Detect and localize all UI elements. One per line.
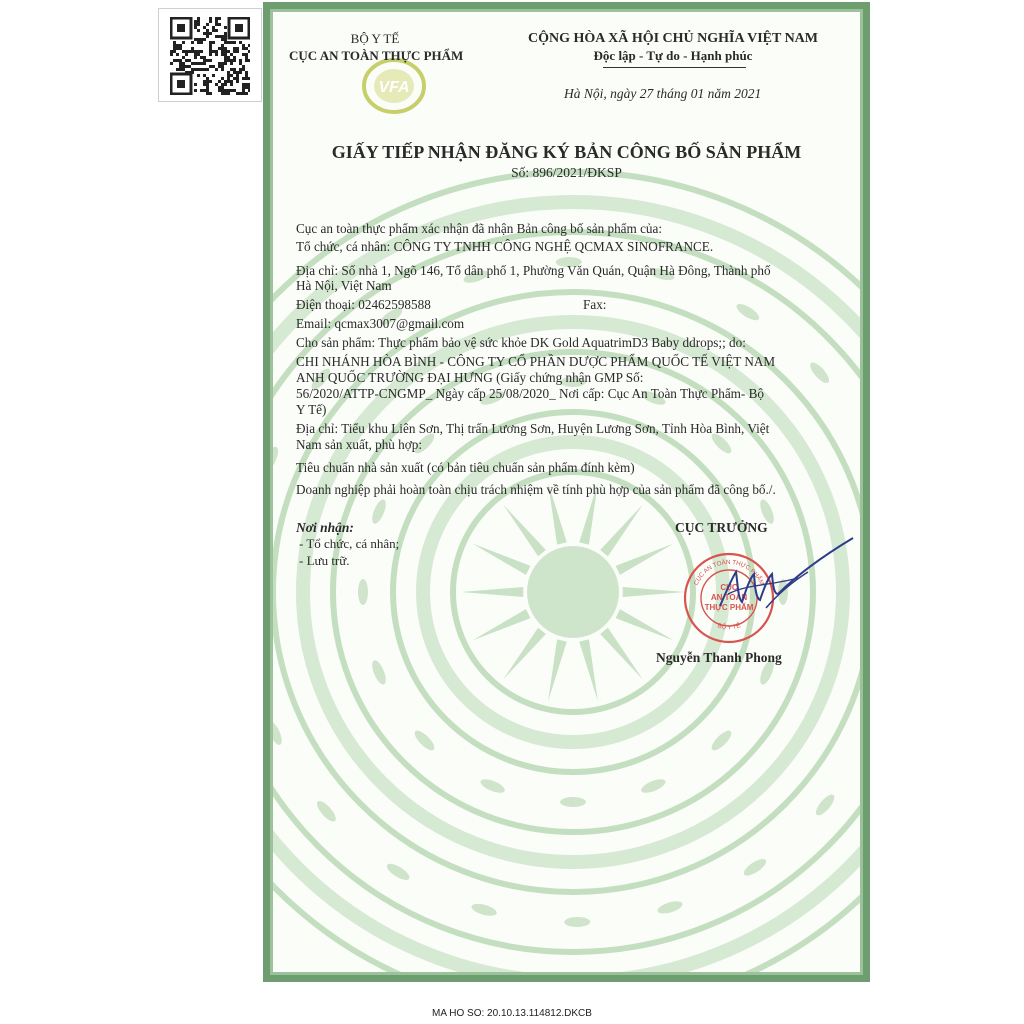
date-line: Hà Nội, ngày 27 tháng 01 năm 2021 (564, 86, 762, 101)
body-line-product: Cho sản phẩm: Thực phẩm bảo vệ sức khỏe DK Gold AquatrimD3 Baby ddrops;; do: (296, 335, 746, 350)
body-line-email: Email: qcmax3007@gmail.com (296, 316, 465, 331)
qr-code-icon (170, 17, 250, 95)
department-name: CỤC AN TOÀN THỰC PHẨM (289, 48, 464, 63)
body-line-responsibility: Doanh nghiệp phải hoàn toàn chịu trách nhiệm về tính phù hợp của sản phẩm đã công bố./. (296, 482, 776, 497)
recipient-item: - Tổ chức, cá nhân; (299, 536, 400, 551)
stamp-inner-text: THỰC PHẨM (704, 603, 754, 612)
body-line-fax: Fax: (583, 297, 607, 312)
body-line-maker-3: 56/2020/ATTP-CNGMP_ Ngày cấp 25/08/2020_ Nơi cấp: Cục An Toàn Thực Phẩm- Bộ (296, 386, 765, 401)
body-line-address-2: Hà Nội, Việt Nam (296, 278, 392, 293)
recipients-title: Nơi nhận: (296, 520, 354, 535)
stamp-inner-text: CỤC (720, 583, 738, 592)
body-line-address-1: Địa chỉ: Số nhà 1, Ngõ 146, Tổ dân phố 1, Phường Văn Quán, Quận Hà Đông, Thành phố (296, 263, 771, 278)
body-line-maker-1: CHI NHÁNH HÒA BÌNH - CÔNG TY CỔ PHẦN DƯỢC PHẨM QUỐC TẾ VIỆT NAM (296, 354, 776, 369)
document-number: Số: 896/2021/ĐKSP (511, 165, 622, 180)
motto: Độc lập - Tự do - Hạnh phúc (593, 48, 753, 63)
certificate-document (263, 2, 870, 982)
handwritten-signature (708, 534, 858, 632)
body-line-maker-address-1: Địa chỉ: Tiểu khu Liên Sơn, Thị trấn Lương Sơn, Huyện Lương Sơn, Tỉnh Hòa Bình, Việt (296, 421, 770, 436)
stamp-bottom-text: BỘ Y TẾ (716, 622, 742, 632)
qr-code (158, 8, 262, 102)
body-line-phone: Điện thoại: 02462598588 (296, 297, 431, 312)
signer-title: CỤC TRƯỞNG (675, 520, 768, 535)
vfa-logo (359, 56, 429, 121)
record-code: MA HO SO: 20.10.13.114812.DKCB (432, 1008, 592, 1019)
signer-name: Nguyễn Thanh Phong (656, 650, 782, 665)
logo-text: VFA (378, 79, 410, 96)
body-line-maker-2: ANH QUỐC TRƯỜNG ĐẠI HƯNG (Giấy chứng nhận GMP Số: (296, 370, 644, 385)
recipient-item: - Lưu trữ. (299, 553, 350, 568)
ministry-name: BỘ Y TẾ (350, 31, 400, 46)
body-line-organization: Tổ chức, cá nhân: CÔNG TY TNHH CÔNG NGHỆ QCMAX SINOFRANCE. (296, 239, 714, 254)
body-line-intro: Cục an toàn thực phẩm xác nhận đã nhận Bản công bố sản phẩm của: (296, 221, 663, 236)
stamp-outer-text: CỤC AN TOÀN THỰC PHẨM (692, 558, 766, 587)
body-line-maker-address-2: Nam sản xuất, phù hợp: (296, 437, 423, 452)
certificate-inner-frame (270, 9, 863, 975)
document-title: GIẤY TIẾP NHẬN ĐĂNG KÝ BẢN CÔNG BỐ SẢN PHẨM (331, 142, 802, 162)
motto-underline (603, 67, 746, 68)
body-line-standard: Tiêu chuẩn nhà sản xuất (có bản tiêu chuẩn sản phẩm đính kèm) (296, 460, 635, 475)
body-line-maker-4: Y Tế) (296, 402, 327, 417)
country-name: CỘNG HÒA XÃ HỘI CHỦ NGHĨA VIỆT NAM (527, 31, 818, 46)
stamp-inner-text: AN TOÀN (710, 593, 748, 602)
